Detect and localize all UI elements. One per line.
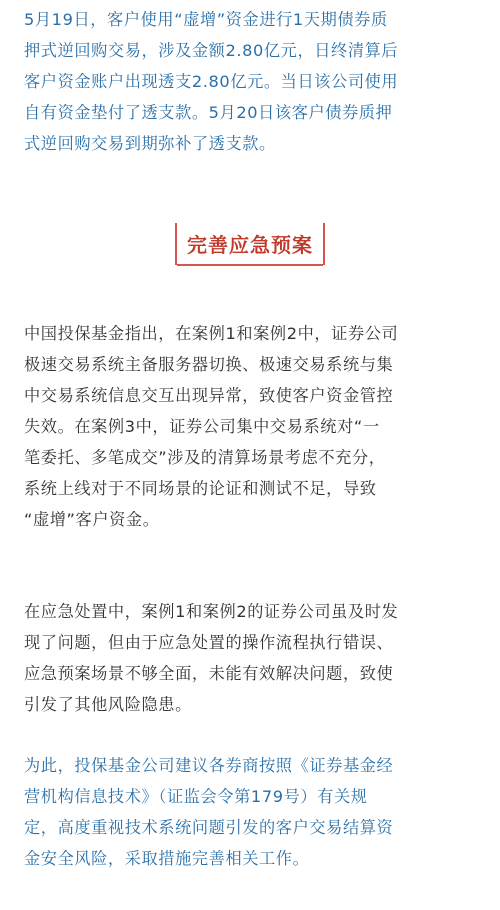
paragraph-line: 5月19日，客户使用“虚增”资金进行1天期债券质	[24, 10, 388, 29]
section-heading: 完善应急预案	[177, 223, 323, 266]
paragraph-line: 营机构信息技术》（证监会令第179号）有关规	[24, 787, 368, 806]
paragraph-emergency-handling	[24, 596, 480, 720]
section-heading-container	[0, 218, 500, 270]
paragraph-analysis	[24, 318, 480, 535]
paragraph-recommendation	[24, 750, 480, 874]
paragraph-line: 金安全风险，采取措施完善相关工作。	[24, 849, 310, 868]
paragraph-line: 极速交易系统主备服务器切换、极速交易系统与集	[24, 355, 394, 374]
paragraph-line: 为此，投保基金公司建议各券商按照《证券基金经	[24, 756, 394, 775]
paragraph-line: 应急预案场景不够全面，未能有效解决问题，致使	[24, 664, 394, 683]
paragraph-line: 系统上线对于不同场景的论证和测试不足，导致	[24, 479, 377, 498]
paragraph-line: 定，高度重视技术系统问题引发的客户交易结算资	[24, 818, 394, 837]
paragraph-case-description	[24, 4, 480, 159]
paragraph-line: 失效。在案例3中，证券公司集中交易系统对“一	[24, 417, 380, 436]
paragraph-line: “虚增”客户资金。	[24, 510, 160, 529]
paragraph-line: 中国投保基金指出，在案例1和案例2中，证券公司	[24, 324, 399, 343]
paragraph-line: 客户资金账户出现透支2.80亿元。当日该公司使用	[24, 72, 399, 91]
paragraph-line: 在应急处置中，案例1和案例2的证券公司虽及时发	[24, 602, 399, 621]
paragraph-line: 自有资金垫付了透支款。5月20日该客户债券质押	[24, 103, 393, 122]
paragraph-line: 式逆回购交易到期弥补了透支款。	[24, 134, 276, 153]
paragraph-line: 押式逆回购交易，涉及金额2.80亿元，日终清算后	[24, 41, 399, 60]
paragraph-line: 引发了其他风险隐患。	[24, 695, 192, 714]
paragraph-line: 笔委托、多笔成交”涉及的清算场景考虑不充分，	[24, 448, 386, 467]
paragraph-line: 中交易系统信息交互出现异常，致使客户资金管控	[24, 386, 394, 405]
paragraph-line: 现了问题，但由于应急处置的操作流程执行错误、	[24, 633, 394, 652]
